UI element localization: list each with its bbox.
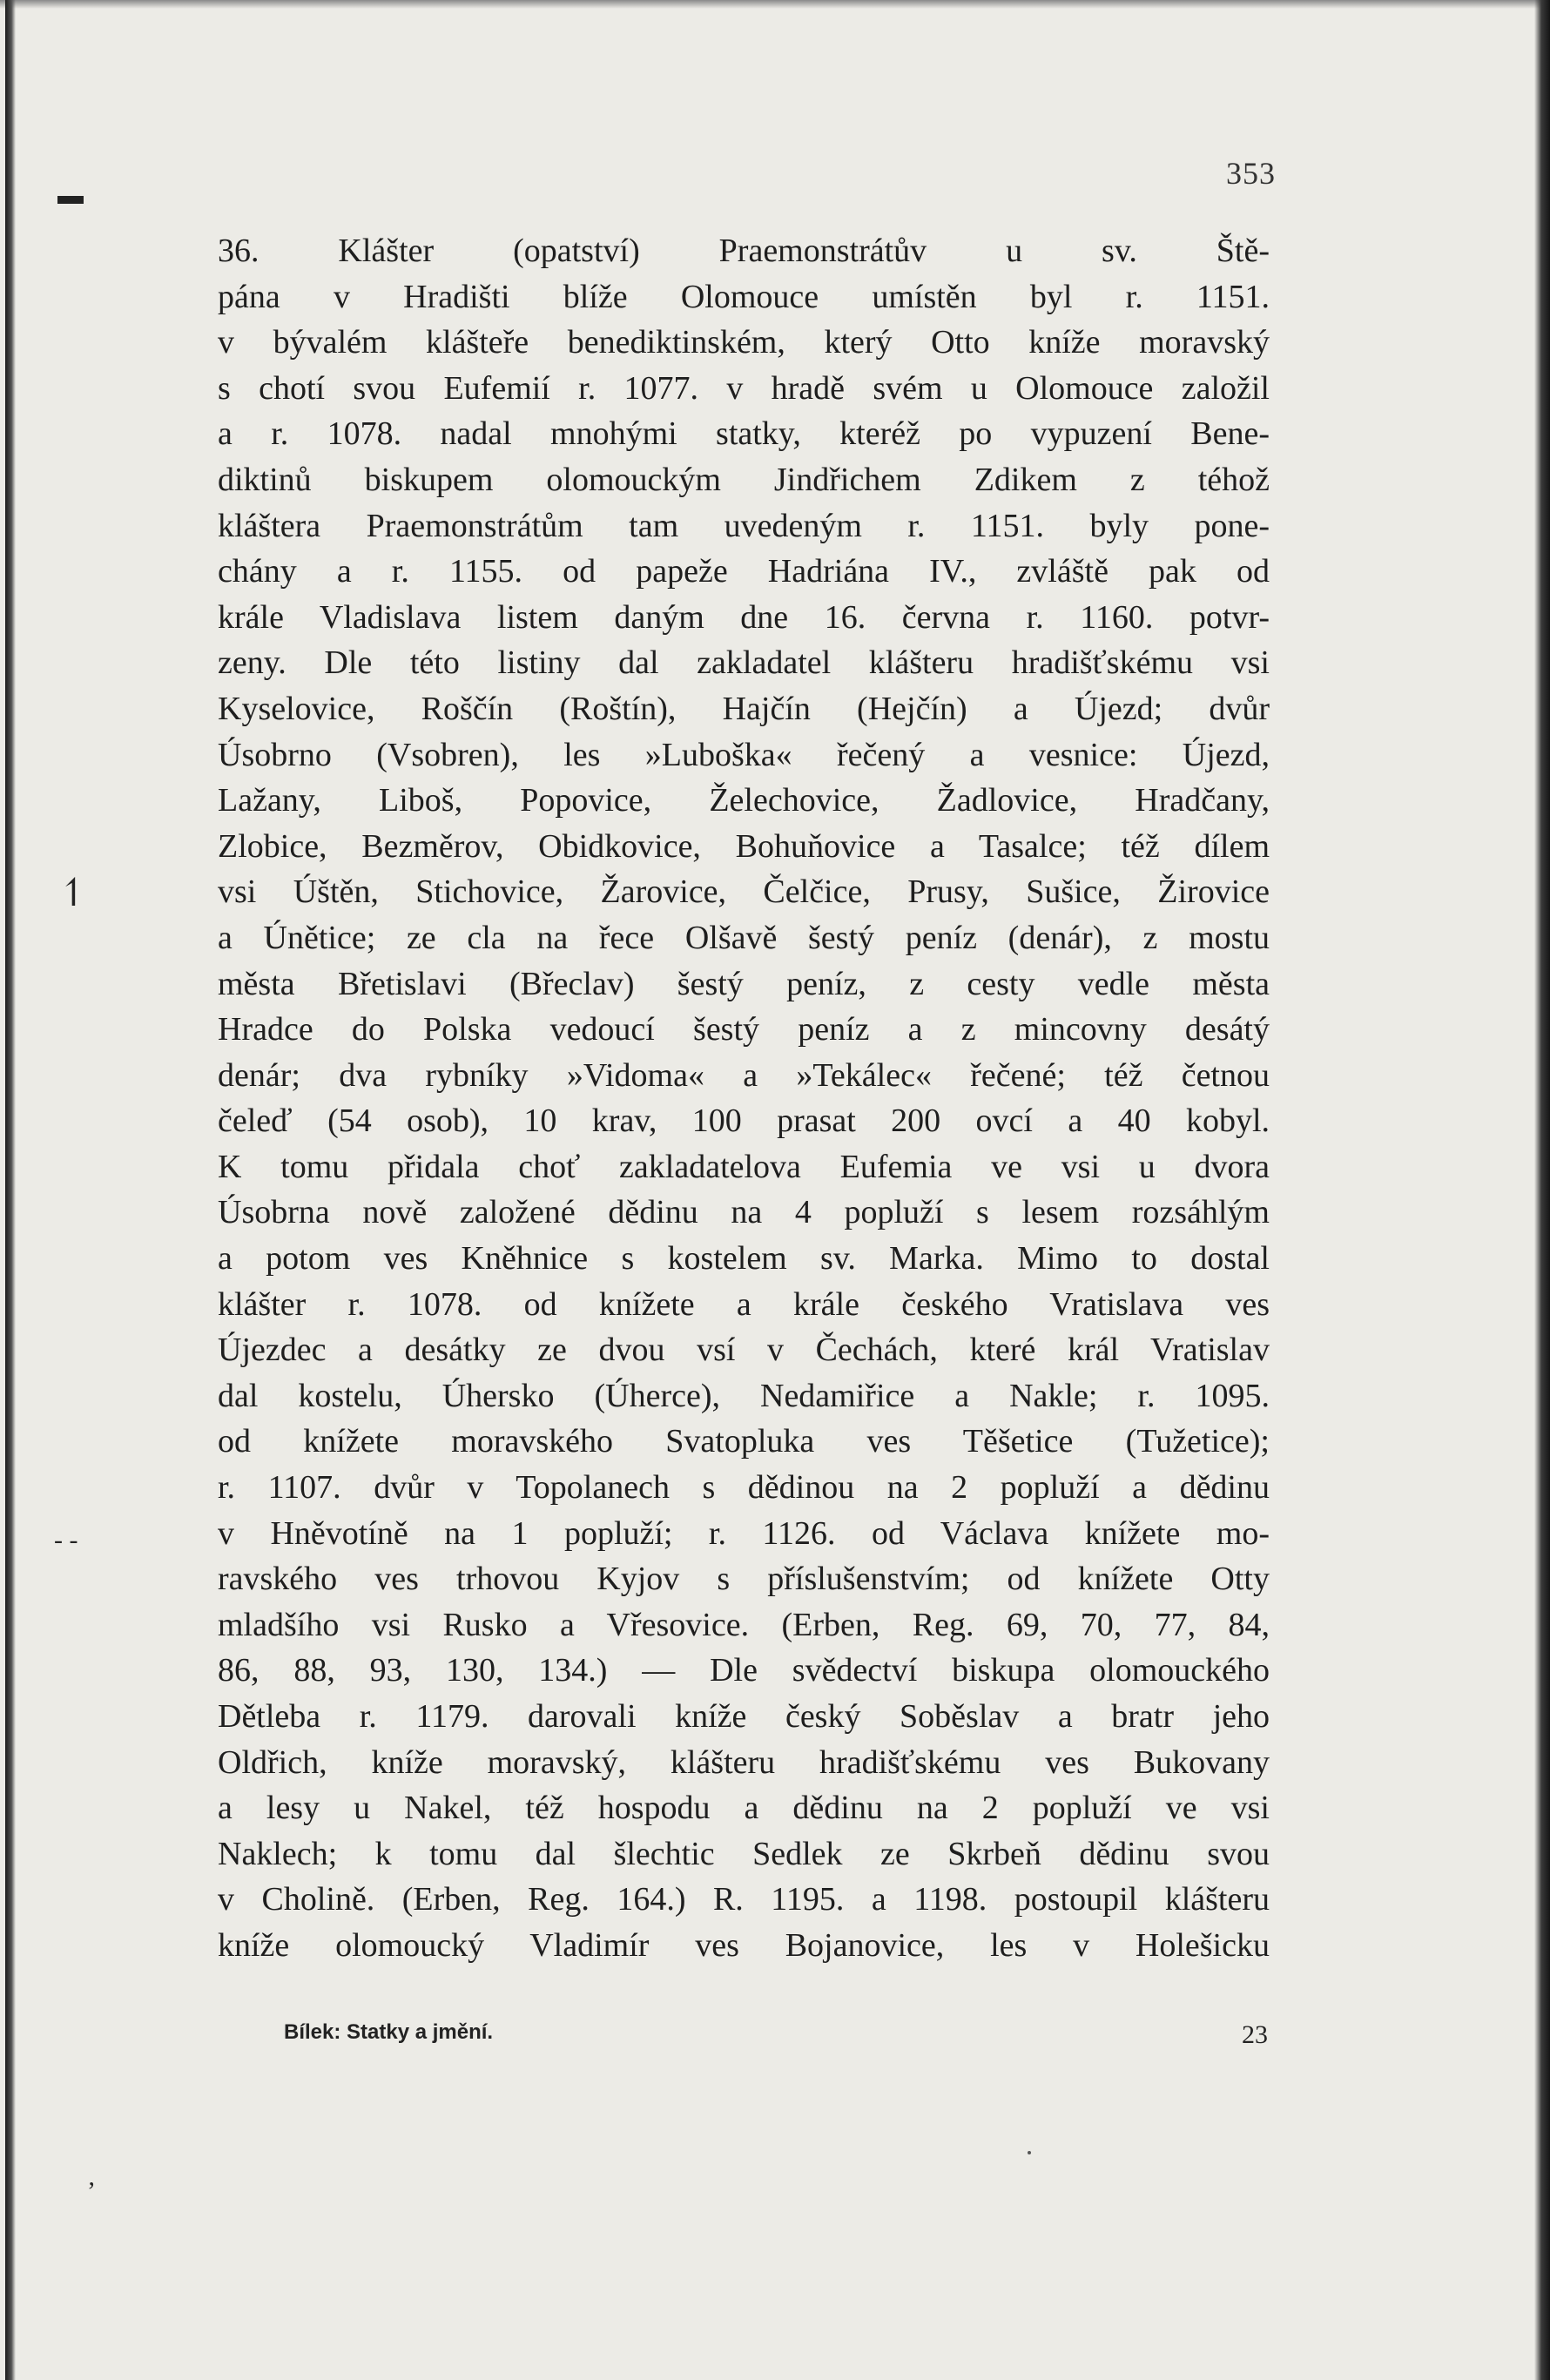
text-line: v Hněvotíně na 1 popluží; r. 1126. od Václava knížete mo-	[218, 1514, 1270, 1552]
text-line: a lesy u Nakel, též hospodu a dědinu na 2 popluží ve vsi	[218, 1790, 1270, 1827]
text-line: Újezdec a desátky ze dvou vsí v Čechách, které král Vratislav	[218, 1332, 1270, 1369]
text-line: Úsobrno (Vsobren), les »Luboška« řečený a vesnice: Újezd,	[218, 736, 1270, 773]
text-line: Dětleba r. 1179. darovali kníže český Soběslav a bratr jeho	[218, 1698, 1270, 1735]
body-text	[218, 228, 1270, 1969]
text-line: krále Vladislava listem daným dne 16. června r. 1160. potvr-	[218, 598, 1270, 636]
text-line: mladšího vsi Rusko a Vřesovice. (Erben, Reg. 69, 70, 77, 84,	[218, 1606, 1270, 1643]
text-line: v Cholině. (Erben, Reg. 164.) R. 1195. a 1198. postoupil klášteru	[218, 1881, 1270, 1918]
text-line: dal kostelu, Úhersko (Úherce), Nedamiřice a Nakle; r. 1095.	[218, 1377, 1270, 1414]
text-line: Naklech; k tomu dal šlechtic Sedlek ze Skrbeň dědinu svou	[218, 1835, 1270, 1872]
text-line: Hradce do Polska vedoucí šestý peníz a z mincovny desátý	[218, 1011, 1270, 1048]
text-line: Lažany, Liboš, Popovice, Želechovice, Žadlovice, Hradčany,	[218, 782, 1270, 819]
footer-sheet-number: 23	[1242, 2020, 1268, 2049]
text-line: čeleď (54 osob), 10 krav, 100 prasat 200 ovcí a 40 kobyl.	[218, 1102, 1270, 1140]
margin-mark: ʼ	[87, 2177, 96, 2206]
page-number: 353	[1226, 156, 1276, 191]
text-line: zeny. Dle této listiny dal zakladatel klášteru hradišťskému vsi	[218, 644, 1270, 682]
text-line: vsi Úštěn, Stichovice, Žarovice, Čelčice, Prusy, Sušice, Žirovice	[218, 873, 1270, 911]
text-line: chány a r. 1155. od papeže Hadriána IV., zvláště pak od	[218, 553, 1270, 590]
text-line: ravského ves trhovou Kyjov s příslušenstvím; od knížete Otty	[218, 1561, 1270, 1598]
scan-edge-top	[0, 0, 1550, 9]
text-line: a Únětice; ze cla na řece Olšavě šestý peníz (denár), z mostu	[218, 919, 1270, 956]
scan-speck	[1028, 2151, 1031, 2154]
text-line: kníže olomoucký Vladimír ves Bojanovice, les v Holešicku	[218, 1926, 1270, 1964]
text-line: od knížete moravského Svatopluka ves Těšetice (Tužetice);	[218, 1423, 1270, 1460]
text-line: Úsobrna nově založené dědinu na 4 popluží s lesem rozsáhlým	[218, 1194, 1270, 1231]
text-line: Zlobice, Bezměrov, Obidkovice, Bohuňovice a Tasalce; též dílem	[218, 827, 1270, 865]
text-line: K tomu přidala choť zakladatelova Eufemia ve vsi u dvora	[218, 1148, 1270, 1185]
text-line: Kyselovice, Roščín (Roštín), Hajčín (Hejčín) a Újezd; dvůr	[218, 690, 1270, 727]
text-line: denár; dva rybníky »Vidoma« a »Tekálec« řečené; též četnou	[218, 1056, 1270, 1094]
text-line: a r. 1078. nadal mnohými statky, kteréž po vypuzení Bene-	[218, 415, 1270, 453]
margin-mark: - -	[54, 1526, 78, 1554]
scan-edge-right	[1534, 0, 1550, 2380]
text-line: pána v Hradišti blíže Olomouce umístěn byl r. 1151.	[218, 278, 1270, 315]
margin-mark: ↿	[57, 872, 90, 914]
text-line: klášter r. 1078. od knížete a krále českého Vratislava ves	[218, 1285, 1270, 1323]
text-line: 36. Klášter (opatství) Praemonstrátův u sv. Ště-	[218, 233, 1270, 269]
text-line: Oldřich, kníže moravský, klášteru hradišťskému ves Bukovany	[218, 1743, 1270, 1781]
text-line: diktinů biskupem olomouckým Jindřichem Zdikem z téhož	[218, 461, 1270, 498]
text-line: s chotí svou Eufemií r. 1077. v hradě svém u Olomouce založil	[218, 369, 1270, 407]
text-line: města Břetislavi (Břeclav) šestý peníz, z cesty vedle města	[218, 965, 1270, 1002]
footer-signature: Bílek: Statky a jmění.	[284, 2020, 494, 2044]
text-line: kláštera Praemonstrátům tam uvedeným r. 1151. byly pone-	[218, 507, 1270, 544]
text-line: 86, 88, 93, 130, 134.) — Dle svědectví biskupa olomouckého	[218, 1652, 1270, 1689]
text-line: a potom ves Kněhnice s kostelem sv. Marka. Mimo to dostal	[218, 1240, 1270, 1278]
text-line: r. 1107. dvůr v Topolanech s dědinou na 2 popluží a dědinu	[218, 1469, 1270, 1507]
margin-mark: ▬	[57, 181, 84, 210]
text-line: v bývalém klášteře benediktinském, který Otto kníže moravský	[218, 324, 1270, 361]
scan-edge-left	[5, 0, 16, 2380]
page-footer	[284, 2020, 1268, 2055]
